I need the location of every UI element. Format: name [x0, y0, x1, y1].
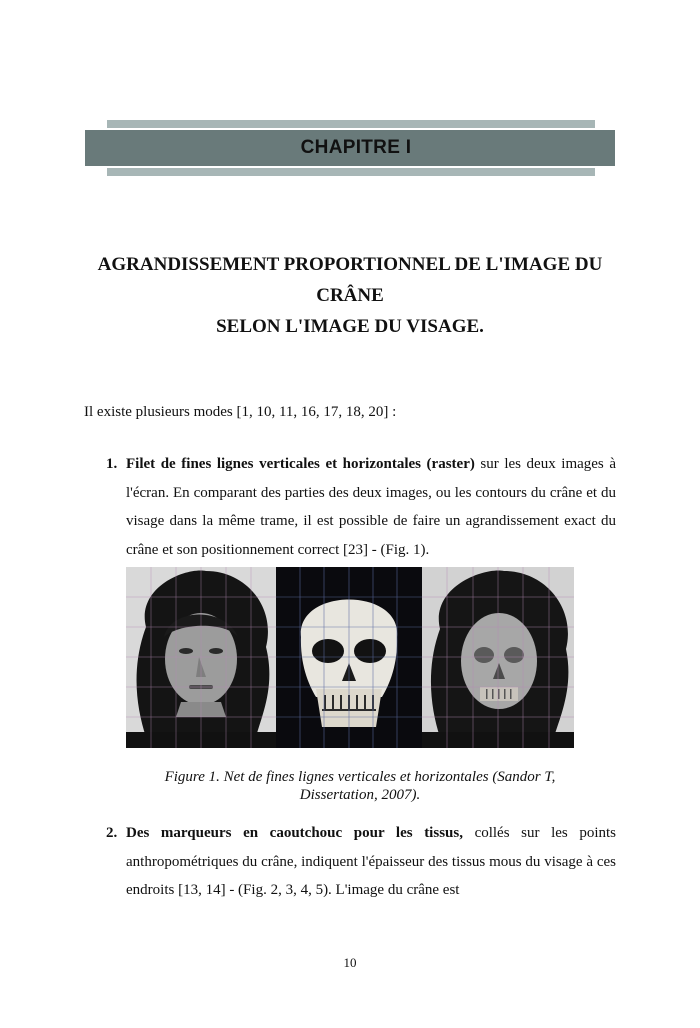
- figure-caption: [130, 768, 590, 804]
- list-item: [106, 819, 616, 905]
- list-item-bold-text: Filet de fines lignes verticales et horizontales (raster): [126, 456, 475, 472]
- banner-bottom-rule: [107, 168, 595, 176]
- list-item-body: [126, 450, 616, 564]
- list-item: [106, 450, 616, 564]
- list-item-number: 1.: [106, 456, 118, 472]
- page-number: 10: [343, 955, 357, 970]
- chapter-title: CHAPITRE I: [300, 137, 412, 158]
- main-title-line-2: CRÂNE: [316, 285, 384, 306]
- banner-bar: [85, 130, 615, 166]
- skull-photo-panel: [276, 567, 422, 748]
- list-item-text: collés sur les points anthropométriques du crâne, indiquent l'épaisseur des tissus mous du visage à ces endroits [13, 14] - (Fig. 2, 3, 4, 5). L'image du crâne est: [126, 825, 617, 898]
- banner-top-rule: [107, 120, 595, 128]
- main-title-line-1: AGRANDISSEMENT PROPORTIONNEL DE L'IMAGE DU: [97, 254, 603, 275]
- superimposition-photo-panel: [422, 567, 574, 748]
- list-item-text: sur les deux images à l'écran. En comparant des parties des deux images, ou les contours du crâne et du visage dans la même trame, il est possible de faire un agrandissement exact du crâne et son positionnement correct [23] - (Fig. 1).: [126, 456, 616, 558]
- chapter-banner: [85, 120, 615, 176]
- face-photo-panel: [126, 567, 276, 748]
- list-item-bold-text: Des marqueurs en caoutchouc pour les tissus,: [126, 825, 463, 841]
- figure-1-image: [126, 567, 574, 748]
- main-title-line-3: SELON L'IMAGE DU VISAGE.: [216, 316, 484, 337]
- figure-caption-line-2: Dissertation, 2007).: [299, 787, 421, 803]
- intro-paragraph: Il existe plusieurs modes [1, 10, 11, 16, 17, 18, 20] :: [84, 404, 397, 420]
- list-item-body: [126, 819, 616, 905]
- figure-caption-line-1: Figure 1. Net de fines lignes verticales et horizontales (Sandor T,: [164, 769, 556, 785]
- list-item-number: 2.: [106, 825, 118, 841]
